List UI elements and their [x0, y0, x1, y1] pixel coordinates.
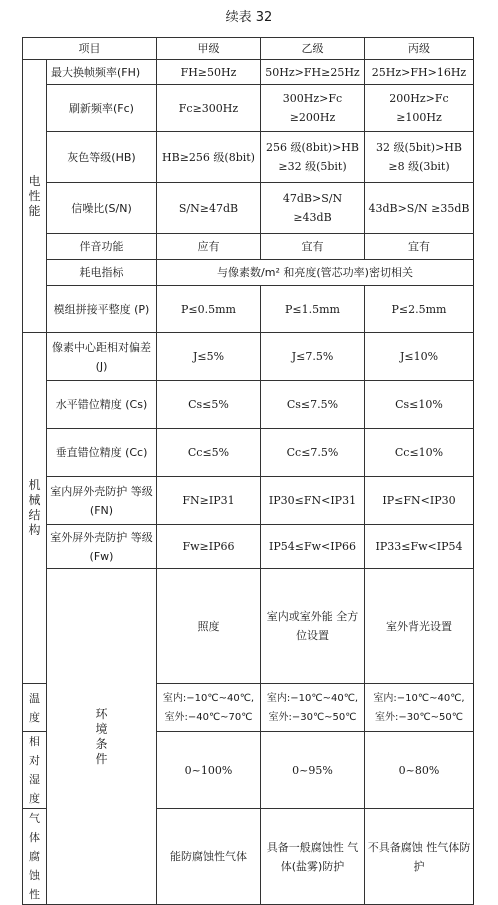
table-row: [23, 477, 474, 525]
cell-a: Cc≤5%: [157, 429, 261, 477]
cell-c: 宜有: [365, 234, 474, 260]
cell-b: 50Hz>FH≥25Hz: [261, 60, 365, 85]
cell-b: 宜有: [261, 234, 365, 260]
cell-b: 室外背光设置: [365, 569, 474, 684]
cell-a: FN≥IP31: [157, 477, 261, 525]
table-row: [23, 286, 474, 333]
cell-b: Cs≤7.5%: [261, 381, 365, 429]
table-row: [23, 381, 474, 429]
row-item: 刷新频率(Fc): [47, 85, 157, 132]
cell-b: 47dB>S/N ≥43dB: [261, 183, 365, 234]
cell-b: P≤1.5mm: [261, 286, 365, 333]
cell-b: IP54≤Fw<IP66: [261, 525, 365, 569]
cell-c: 32 级(5bit)>HB ≥8 级(3bit): [365, 132, 474, 183]
cell-c: 0~80%: [365, 732, 474, 809]
table-row: [23, 132, 474, 183]
cell-c: IP33≤Fw<IP54: [365, 525, 474, 569]
cell-a: Fw≥IP66: [157, 525, 261, 569]
cell-c: P≤2.5mm: [365, 286, 474, 333]
cell-a: 0~100%: [157, 732, 261, 809]
header-grade-a: 甲级: [157, 38, 261, 60]
table-row: [23, 429, 474, 477]
cell-b: IP30≤FN<IP31: [261, 477, 365, 525]
row-item: 信噪比(S/N): [47, 183, 157, 234]
cell-a: J≤5%: [157, 333, 261, 381]
cell-c: 43dB>S/N ≥35dB: [365, 183, 474, 234]
row-item: 照度: [157, 569, 261, 684]
row-item: 温度: [23, 684, 47, 732]
table-row: [23, 569, 474, 684]
header-grade-b: 乙级: [261, 38, 365, 60]
cell-c: 25Hz>FH>16Hz: [365, 60, 474, 85]
cell-b: J≤7.5%: [261, 333, 365, 381]
cell-a: Fc≥300Hz: [157, 85, 261, 132]
table-row: [23, 60, 474, 85]
row-item: 水平错位精度 (Cs): [47, 381, 157, 429]
row-item: 相对湿度: [23, 732, 47, 809]
spec-table: [22, 37, 474, 905]
cell-c: Cc≤10%: [365, 429, 474, 477]
cell-b: 具备一般腐蚀性 气体(盐雾)防护: [261, 809, 365, 905]
cell-a: HB≥256 级(8bit): [157, 132, 261, 183]
header-item: 项目: [23, 38, 157, 60]
cell-b: Cc≤7.5%: [261, 429, 365, 477]
group-environment: 环境条件: [47, 569, 157, 905]
cell-merged: 与像素数/m² 和亮度(管芯功率)密切相关: [157, 260, 474, 286]
cell-c: 200Hz>Fc ≥100Hz: [365, 85, 474, 132]
cell-b: 0~95%: [261, 732, 365, 809]
row-item: 像素中心距相对偏差(J): [47, 333, 157, 381]
cell-c: 不具备腐蚀 性气体防护: [365, 809, 474, 905]
table-caption: 续表 32: [225, 10, 273, 25]
row-item: 耗电指标: [47, 260, 157, 286]
cell-a: FH≥50Hz: [157, 60, 261, 85]
row-item: 模组拼接平整度 (P): [47, 286, 157, 333]
table-row: [23, 525, 474, 569]
cell-a: S/N≥47dB: [157, 183, 261, 234]
row-item: 伴音功能: [47, 234, 157, 260]
table-row: [23, 260, 474, 286]
cell-b: 256 级(8bit)>HB ≥32 级(5bit): [261, 132, 365, 183]
table-row: [23, 333, 474, 381]
header-grade-c: 丙级: [365, 38, 474, 60]
cell-a: 能防腐蚀性气体: [157, 809, 261, 905]
header-row: [23, 38, 474, 60]
cell-a: 应有: [157, 234, 261, 260]
row-item: 室外屏外壳防护 等级(Fw): [47, 525, 157, 569]
group-mechanical: 机械结构: [23, 333, 47, 684]
cell-a: P≤0.5mm: [157, 286, 261, 333]
row-item: 气体腐蚀性: [23, 809, 47, 905]
row-item: 最大换帧频率(FH): [47, 60, 157, 85]
cell-c: IP≤FN<IP30: [365, 477, 474, 525]
cell-c: J≤10%: [365, 333, 474, 381]
cell-a: Cs≤5%: [157, 381, 261, 429]
cell-b: 室内:−10℃~40℃, 室外:−30℃~50℃: [261, 684, 365, 732]
row-item: 室内屏外壳防护 等级(FN): [47, 477, 157, 525]
group-performance: 电性能: [23, 60, 47, 333]
cell-c: 室内:−10℃~40℃, 室外:−30℃~50℃: [365, 684, 474, 732]
cell-c: Cs≤10%: [365, 381, 474, 429]
cell-b: 300Hz>Fc ≥200Hz: [261, 85, 365, 132]
table-row: [23, 183, 474, 234]
cell-a: 室内或室外能 全方位设置: [261, 569, 365, 684]
table-row: [23, 234, 474, 260]
row-item: 垂直错位精度 (Cc): [47, 429, 157, 477]
row-item: 灰色等级(HB): [47, 132, 157, 183]
table-row: [23, 85, 474, 132]
cell-a: 室内:−10℃~40℃, 室外:−40℃~70℃: [157, 684, 261, 732]
